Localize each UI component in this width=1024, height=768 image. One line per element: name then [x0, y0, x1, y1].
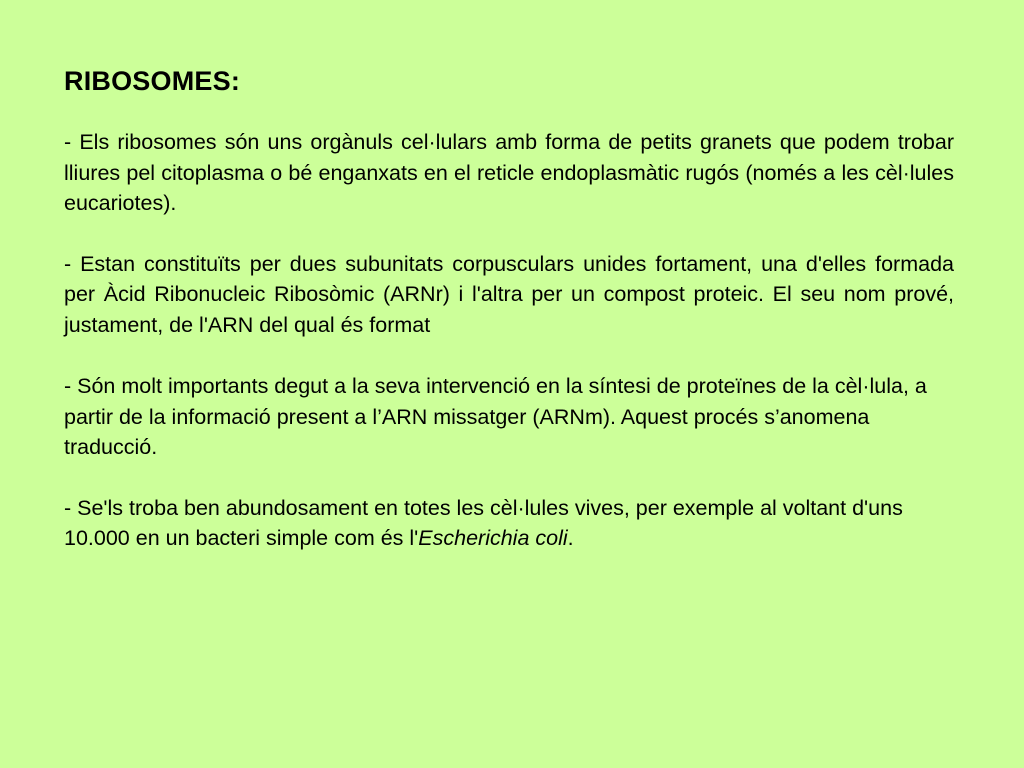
paragraph-ribosomes-structure: - Estan constituïts per dues subunitats corpusculars unides fortament, una d'elles formada per Àcid Ribonucleic Ribosòmic (ARNr) i l'altra per un compost proteic. El seu nom prové, justament, de l'ARN del qual és format [64, 251, 954, 337]
paragraph-abundance [64, 493, 954, 554]
species-name: Escherichia coli [418, 526, 568, 550]
abundance-text: - Se'ls troba ben abundosament en totes les cèl·lules vives, per exemple al voltant d'uns 10.000 en un bacteri simple com és l' [64, 495, 903, 550]
paragraph-ribosomes-definition: - Els ribosomes són uns orgànuls cel·lulars amb forma de petits granets que podem trobar lliures pel citoplasma o bé enganxats en el reticle endoplasmàtic rugós (només a les cèl·lules eucariotes). [64, 130, 954, 215]
paragraph-protein-synthesis: - Són molt importants degut a la seva intervenció en la síntesi de proteïnes de la cèl·lula, a partir de la informació present a l’ARN missatger (ARNm). Aquest procés s’anomena traducció. [64, 374, 927, 459]
abundance-text-end: . [567, 526, 574, 550]
slide-title: RIBOSOMES: [64, 66, 241, 96]
slide-content [64, 62, 954, 554]
